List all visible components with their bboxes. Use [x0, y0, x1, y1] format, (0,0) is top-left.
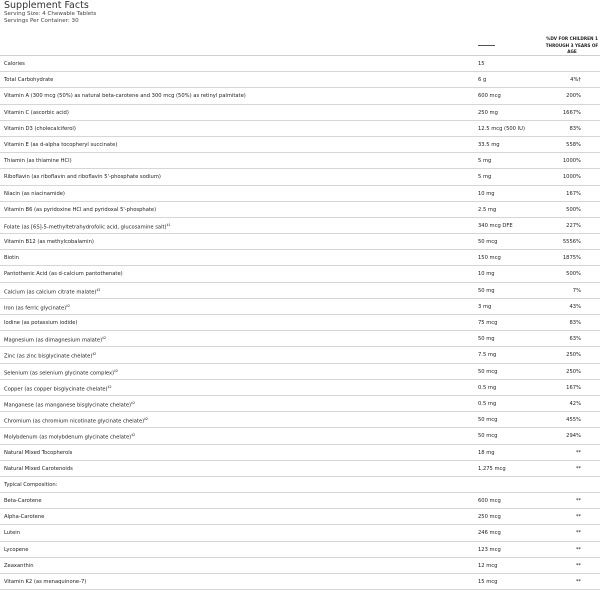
footnote-marker: ‡2 — [131, 400, 136, 405]
nutrient-name-text: Natural Mixed Tocopherols — [4, 449, 73, 456]
amount-per-serving: 5 mg — [478, 174, 492, 181]
table-row — [0, 218, 600, 234]
table-row — [0, 169, 600, 185]
footnote-marker: ‡2 — [92, 352, 97, 357]
table-row — [0, 331, 600, 347]
nutrient-name — [4, 433, 135, 441]
nutrient-name — [4, 271, 123, 277]
nutrient-name-text: Lutein — [4, 530, 21, 537]
footnote-marker: ‡2 — [114, 368, 119, 373]
nutrient-name-text: Vitamin D3 (cholecalciferol) — [4, 125, 76, 132]
footnote-marker: ‡2 — [96, 287, 101, 292]
table-row — [0, 493, 600, 509]
footnote-marker: ‡1 — [166, 222, 171, 227]
nutrient-name — [4, 288, 100, 296]
daily-value-percent: ** — [575, 530, 581, 537]
daily-value-percent: 83% — [569, 320, 581, 326]
nutrient-name — [4, 352, 96, 360]
table-row — [0, 412, 600, 428]
amount-per-serving: 0.5 mg — [478, 400, 497, 407]
daily-value-percent: 83% — [569, 125, 581, 132]
daily-value-percent: ** — [575, 514, 581, 521]
nutrient-name — [4, 191, 65, 197]
nutrient-name — [4, 563, 34, 569]
supplement-facts-table — [0, 56, 600, 590]
amount-per-serving: 15 mcg — [478, 579, 498, 585]
amount-per-serving: 6 g — [478, 77, 487, 84]
daily-value-percent: 250% — [566, 368, 581, 375]
daily-value-percent: 42% — [569, 400, 581, 407]
amount-per-serving: 15 — [478, 61, 485, 67]
amount-column-header-underline — [478, 45, 495, 46]
nutrient-name-text: Vitamin B6 (as pyridoxine HCl and pyridoxal 5'-phosphate) — [4, 206, 157, 213]
amount-per-serving: 0.5 mg — [478, 384, 497, 391]
nutrient-name-text: Vitamin B12 (as methylcobalamin) — [4, 239, 94, 246]
table-row — [0, 347, 600, 363]
table-row — [0, 574, 600, 590]
nutrient-name — [4, 498, 42, 504]
nutrient-name-text: Lycopene — [4, 546, 29, 553]
daily-value-percent: 167% — [566, 384, 581, 391]
daily-value-percent: 294% — [566, 433, 581, 440]
nutrient-name-text: Alpha-Carotene — [4, 514, 45, 521]
amount-per-serving: 50 mcg — [478, 239, 498, 246]
nutrient-name — [4, 450, 72, 456]
amount-per-serving: 1,275 mcg — [478, 465, 506, 472]
nutrient-name-text: Magnesium (as dimagnesium malate) — [4, 337, 103, 344]
daily-value-percent: 5556% — [562, 239, 581, 246]
daily-value-percent: 7% — [572, 287, 581, 294]
nutrient-name-text: Molybdenum (as molybdenum glycinate chelate) — [4, 435, 132, 442]
table-row — [0, 137, 600, 153]
amount-per-serving: 10 mg — [478, 271, 495, 278]
table-row — [0, 250, 600, 266]
table-row — [0, 558, 600, 574]
nutrient-name — [4, 385, 112, 393]
nutrient-name — [4, 207, 156, 213]
nutrient-name-text: Vitamin K2 (as menaquinone-7) — [4, 579, 87, 585]
table-row — [0, 364, 600, 380]
nutrient-name — [4, 255, 19, 261]
daily-value-percent: 558% — [566, 141, 581, 148]
amount-per-serving: 18 mg — [478, 449, 495, 456]
daily-value-percent: 1000% — [562, 158, 581, 165]
servings-per-container: Servings Per Container: 30 — [4, 18, 79, 24]
table-row — [0, 380, 600, 396]
table-row — [0, 445, 600, 461]
nutrient-name-text: Iodine (as potassium iodide) — [4, 320, 78, 326]
daily-value-percent: 43% — [569, 303, 581, 310]
nutrient-name-text: Zinc (as zinc bisglycinate chelate) — [4, 354, 93, 361]
nutrient-name — [4, 417, 148, 425]
serving-size: Serving Size: 4 Chewable Tablets — [4, 11, 97, 17]
daily-value-percent: 200% — [566, 93, 581, 100]
amount-per-serving: 50 mcg — [478, 417, 498, 424]
amount-per-serving: 50 mg — [478, 287, 495, 294]
table-row — [0, 105, 600, 121]
amount-per-serving: 600 mcg — [478, 93, 501, 100]
nutrient-name-text: Calories — [4, 61, 25, 67]
nutrient-name-text: Vitamin E (as d-alpha tocopheryl succinate) — [4, 141, 118, 148]
amount-per-serving: 33.5 mg — [478, 141, 500, 148]
footnote-marker: ‡2 — [66, 303, 71, 308]
footnote-marker: ‡2 — [144, 417, 149, 422]
nutrient-name-text: Selenium (as selenium glycinate complex) — [4, 370, 115, 377]
nutrient-name — [4, 547, 28, 553]
nutrient-name-text: Pantothenic Acid (as d-calcium pantothenate) — [4, 271, 123, 278]
amount-per-serving: 50 mg — [478, 336, 495, 343]
footnote-marker: ‡2 — [131, 433, 136, 438]
table-row — [0, 153, 600, 169]
table-row — [0, 315, 600, 331]
nutrient-name-text: Copper (as copper bisglycinate chelate) — [4, 386, 108, 393]
daily-value-percent: 1667% — [562, 109, 581, 116]
table-row — [0, 234, 600, 250]
amount-per-serving: 250 mg — [478, 109, 498, 116]
nutrient-name — [4, 61, 25, 67]
amount-per-serving: 12.5 mcg (500 IU) — [478, 125, 525, 132]
amount-per-serving: 5 mg — [478, 158, 492, 165]
table-row — [0, 428, 600, 444]
table-row — [0, 121, 600, 137]
page-title: Supplement Facts — [4, 0, 89, 11]
daily-value-percent: 4%† — [570, 77, 581, 84]
daily-value-percent: 455% — [566, 417, 581, 424]
nutrient-name-text: Chromium (as chromium nicotinate glycinate chelate) — [4, 418, 145, 425]
nutrient-name — [4, 579, 86, 585]
nutrient-name-text: Calcium (as calcium citrate malate) — [4, 289, 97, 296]
daily-value-percent: ** — [575, 579, 581, 585]
daily-value-percent: ** — [575, 449, 581, 456]
table-row — [0, 283, 600, 299]
table-row — [0, 202, 600, 218]
nutrient-name — [4, 126, 76, 132]
nutrient-name — [4, 320, 78, 326]
table-row — [0, 525, 600, 541]
nutrient-name — [4, 336, 106, 344]
amount-per-serving: 12 mcg — [478, 562, 498, 569]
amount-per-serving: 123 mcg — [478, 546, 501, 553]
nutrient-name-text: Typical Composition: — [4, 481, 58, 488]
amount-per-serving: 50 mcg — [478, 368, 498, 375]
nutrient-name-text: Folate (as [6S]-5-methyltetrahydrofolic acid, glucosamine salt) — [4, 224, 167, 231]
table-row — [0, 186, 600, 202]
table-row — [0, 72, 600, 88]
nutrient-name — [4, 77, 53, 83]
amount-per-serving: 2.5 mg — [478, 206, 497, 213]
nutrient-name — [4, 142, 117, 148]
nutrient-name — [4, 369, 118, 377]
nutrient-name-text: Biotin — [4, 255, 19, 262]
amount-per-serving: 600 mcg — [478, 498, 501, 505]
nutrient-name — [4, 466, 73, 472]
daily-value-percent: 250% — [566, 352, 581, 359]
table-row — [0, 461, 600, 477]
daily-value-percent: ** — [575, 546, 581, 553]
nutrient-name-text: Natural Mixed Carotenoids — [4, 465, 73, 472]
daily-value-percent: 167% — [566, 190, 581, 197]
daily-value-percent: 227% — [566, 222, 581, 229]
daily-value-percent: 1000% — [562, 174, 581, 181]
nutrient-name — [4, 530, 20, 536]
daily-value-percent: 1875% — [562, 255, 581, 262]
dv-column-header: %DV FOR CHILDREN 1 THROUGH 3 YEARS OF AGE — [545, 36, 599, 54]
amount-per-serving: 246 mcg — [478, 530, 501, 537]
nutrient-name-text: Thiamin (as thiamine HCl) — [4, 158, 72, 165]
nutrient-name — [4, 93, 246, 99]
amount-per-serving: 75 mcg — [478, 320, 498, 326]
nutrient-name — [4, 304, 70, 312]
daily-value-percent: ** — [575, 465, 581, 472]
amount-per-serving: 3 mg — [478, 303, 492, 310]
nutrient-name — [4, 401, 135, 409]
nutrient-name — [4, 239, 94, 245]
nutrient-name-text: Manganese (as manganese bisglycinate chelate) — [4, 402, 132, 409]
nutrient-name — [4, 174, 161, 180]
nutrient-name-text: Zeaxanthin — [4, 562, 34, 569]
nutrient-name-text: Total Carbohydrate — [4, 77, 54, 84]
daily-value-percent: 63% — [569, 336, 581, 343]
nutrient-name-text: Vitamin C (ascorbic acid) — [4, 109, 69, 116]
amount-per-serving: 10 mg — [478, 190, 495, 197]
nutrient-name-text: Vitamin A (300 mcg (50%) as natural beta-carotene and 300 mcg (50%) as retinyl palmitate) — [4, 93, 246, 100]
table-row — [0, 396, 600, 412]
table-row — [0, 542, 600, 558]
nutrient-name — [4, 110, 69, 116]
daily-value-percent: 500% — [566, 206, 581, 213]
amount-per-serving: 7.5 mg — [478, 352, 497, 359]
table-row — [0, 266, 600, 282]
amount-per-serving: 50 mcg — [478, 433, 498, 440]
daily-value-percent: 500% — [566, 271, 581, 278]
amount-per-serving: 250 mcg — [478, 514, 501, 521]
amount-per-serving: 150 mcg — [478, 255, 501, 262]
table-row — [0, 299, 600, 315]
nutrient-name-text: Beta-Carotene — [4, 498, 42, 505]
table-row — [0, 88, 600, 104]
daily-value-percent: ** — [575, 498, 581, 505]
table-row — [0, 56, 600, 72]
nutrient-name — [4, 158, 72, 164]
footnote-marker: ‡2 — [102, 336, 107, 341]
nutrient-name-text: Niacin (as niacinamide) — [4, 190, 65, 197]
nutrient-name-text: Riboflavin (as riboflavin and riboflavin 5'-phosphate sodium) — [4, 174, 161, 181]
table-row — [0, 509, 600, 525]
nutrient-name-text: Iron (as ferric glycinate) — [4, 305, 67, 312]
nutrient-name — [4, 514, 44, 520]
daily-value-percent: ** — [575, 562, 581, 569]
amount-per-serving: 340 mcg DFE — [478, 222, 513, 229]
nutrient-name — [4, 223, 171, 231]
footnote-marker: ‡2 — [107, 384, 112, 389]
